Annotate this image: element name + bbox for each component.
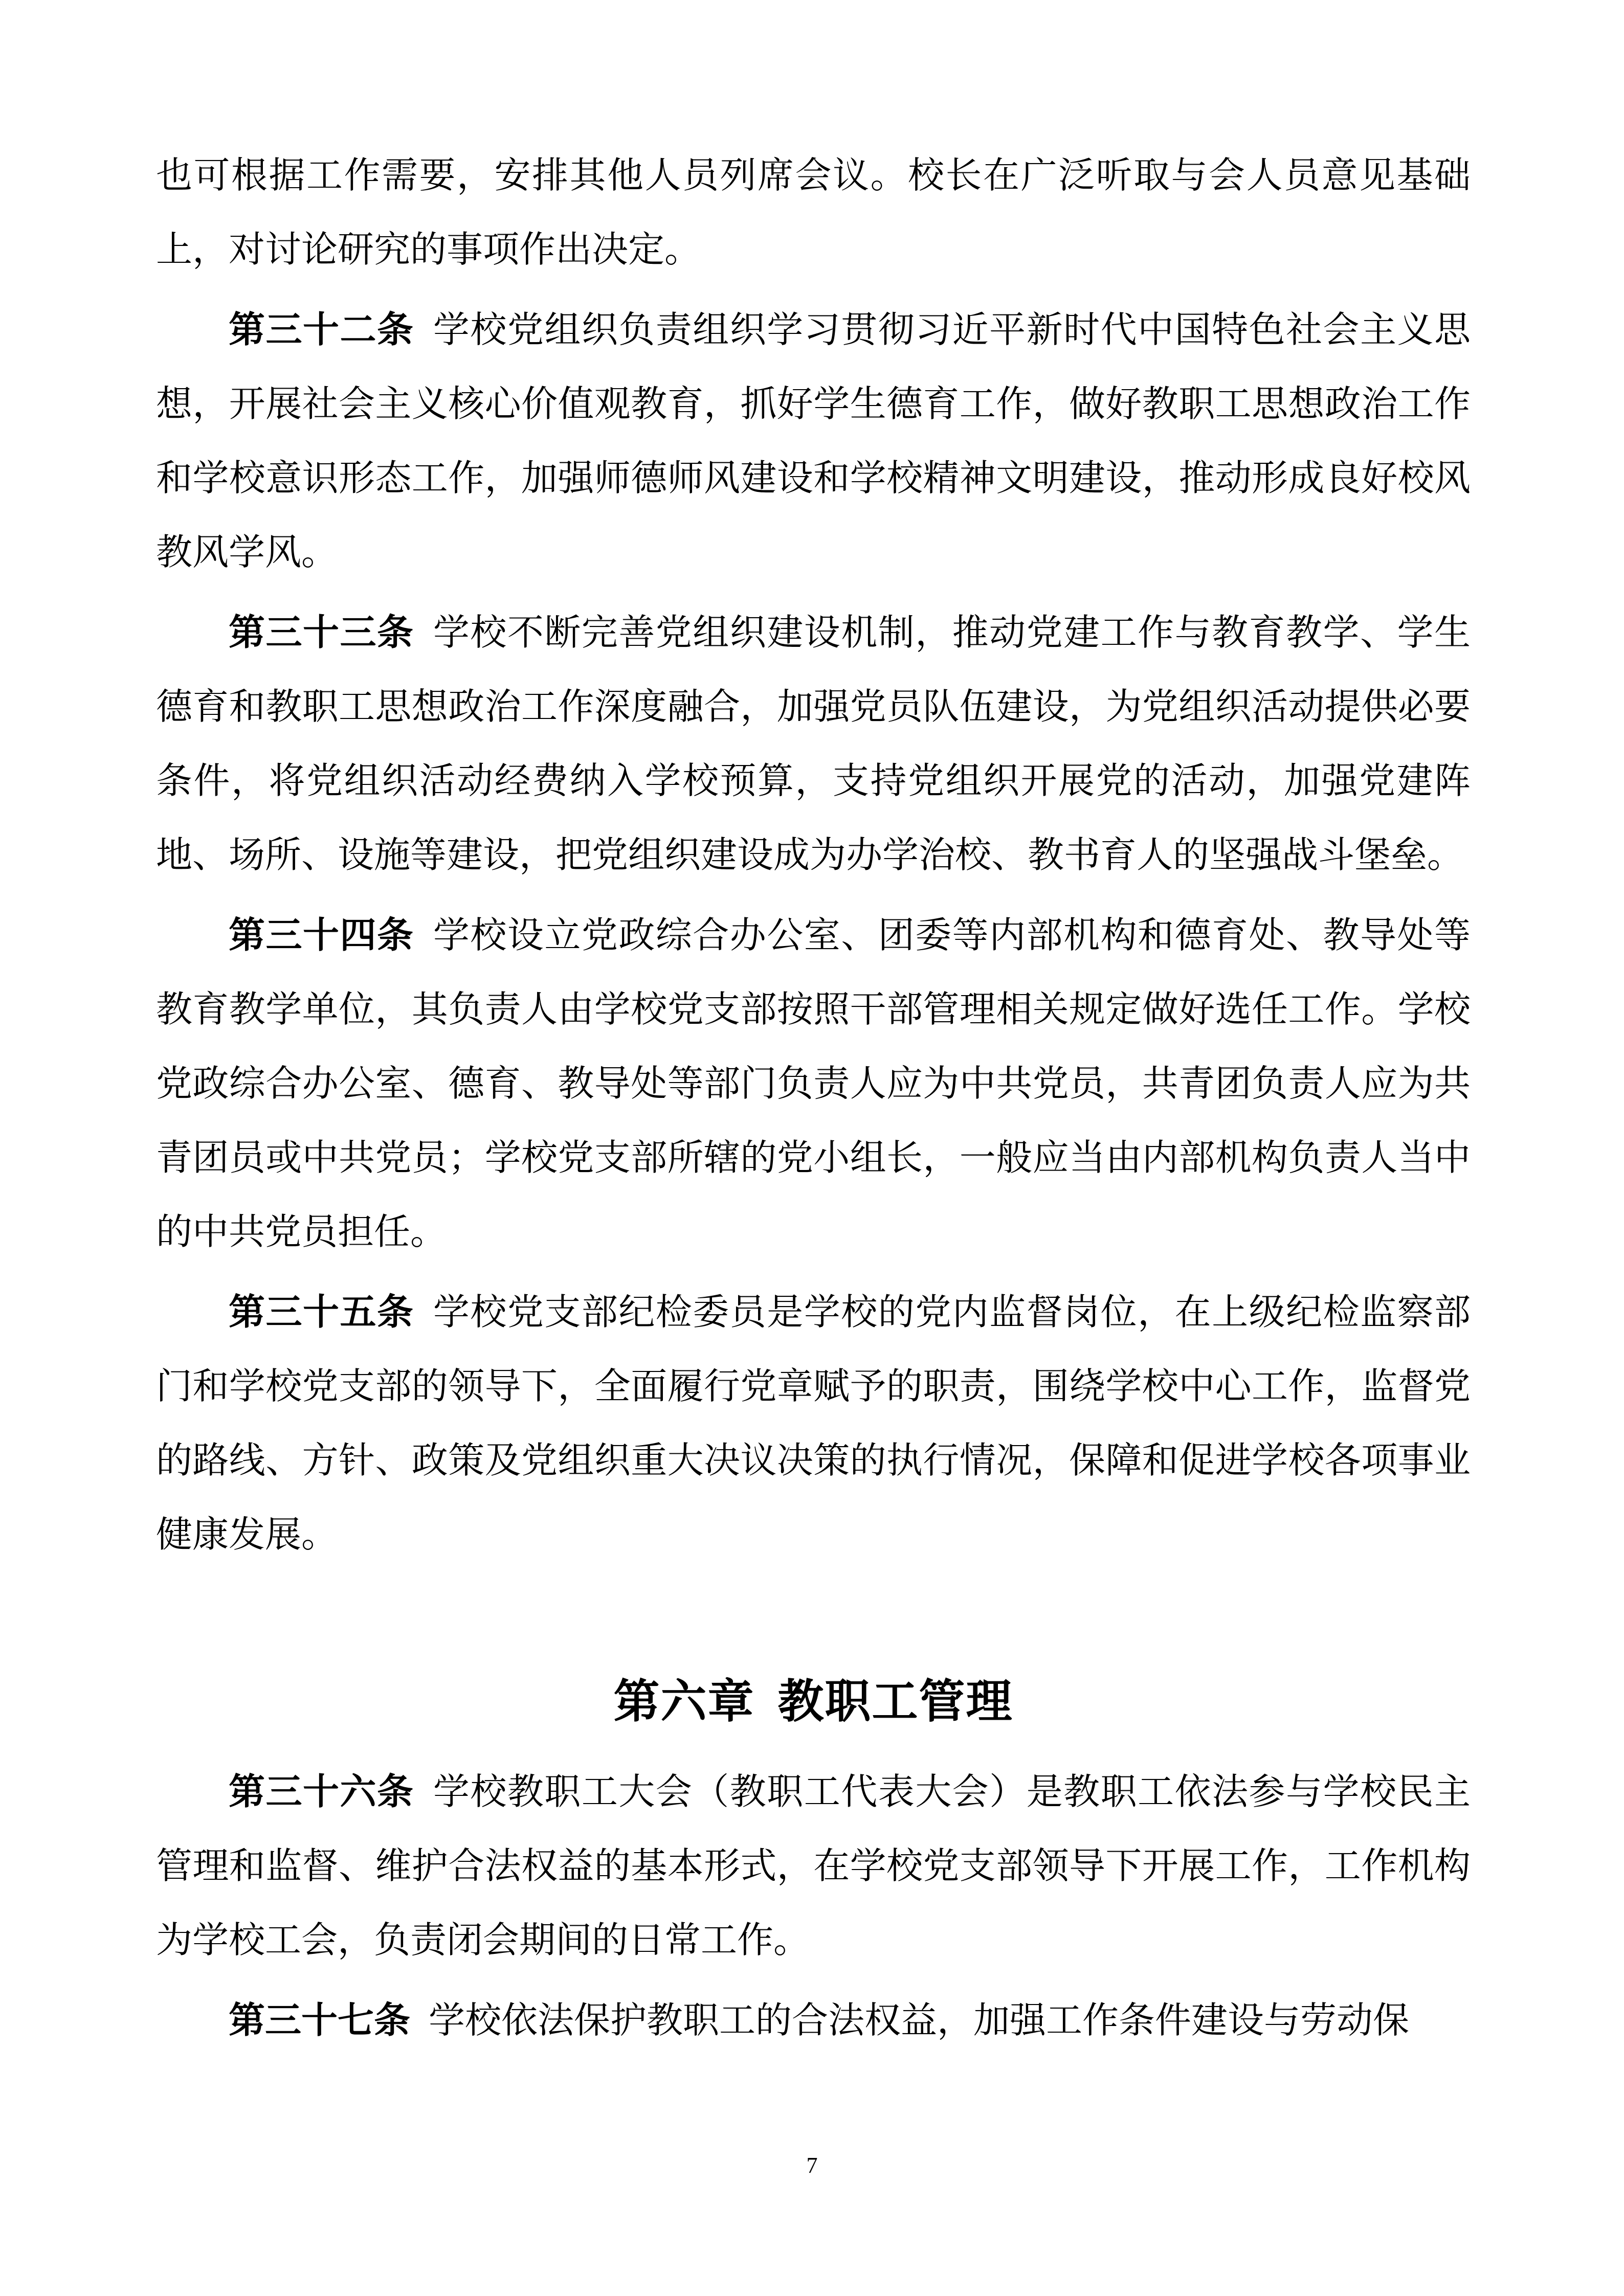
article-text: 学校依法保护教职工的合法权益，加强工作条件建设与劳动保 bbox=[429, 1999, 1410, 2041]
page-content bbox=[156, 138, 1471, 2057]
page-number: 7 bbox=[806, 2153, 818, 2178]
article-text: 学校设立党政综合办公室、团委等内部机构和德育处、教导处等教育教学单位，其负责人由学校党支部按照干部管理相关规定做好选任工作。学校党政综合办公室、德育、教导处等部门负责人应为中共党员，共青团负责人应为共青团员或中共党员；学校党支部所辖的党小组长，一般应当由内部机构负责人当中的中共党员担任。 bbox=[156, 914, 1471, 1253]
article-35 bbox=[156, 1275, 1471, 1571]
article-36 bbox=[156, 1754, 1471, 1977]
article-text: 学校教职工大会（教职工代表大会）是教职工依法参与学校民主管理和监督、维护合法权益的基本形式，在学校党支部领导下开展工作，工作机构为学校工会，负责闭会期间的日常工作。 bbox=[156, 1770, 1471, 1961]
article-text: 学校党支部纪检委员是学校的党内监督岗位，在上级纪检监察部门和学校党支部的领导下，全面履行党章赋予的职责，围绕学校中心工作，监督党的路线、方针、政策及党组织重大决议决策的执行情况，保障和促进学校各项事业健康发展。 bbox=[156, 1291, 1471, 1556]
article-label: 第三十五条 bbox=[229, 1291, 414, 1333]
article-label: 第三十二条 bbox=[229, 308, 414, 351]
chapter-heading bbox=[156, 1658, 1471, 1745]
article-32 bbox=[156, 292, 1471, 589]
article-label: 第三十三条 bbox=[229, 611, 414, 654]
article-label: 第三十四条 bbox=[229, 914, 414, 956]
chapter-number: 第六章 bbox=[613, 1675, 755, 1728]
article-37 bbox=[156, 1983, 1471, 2057]
continuation-paragraph: 也可根据工作需要，安排其他人员列席会议。校长在广泛听取与会人员意见基础上，对讨论研究的事项作出决定。 bbox=[156, 154, 1471, 271]
article-label: 第三十六条 bbox=[229, 1770, 414, 1813]
article-34 bbox=[156, 898, 1471, 1269]
chapter-title: 教职工管理 bbox=[777, 1675, 1013, 1728]
article-text: 学校不断完善党组织建设机制，推动党建工作与教育教学、学生德育和教职工思想政治工作深度融合，加强党员队伍建设，为党组织活动提供必要条件，将党组织活动经费纳入学校预算，支持党组织开展党的活动，加强党建阵地、场所、设施等建设，把党组织建设成为办学治校、教书育人的坚强战斗堡垒。 bbox=[156, 611, 1471, 876]
article-label: 第三十七条 bbox=[229, 1999, 411, 2041]
article-text: 学校党组织负责组织学习贯彻习近平新时代中国特色社会主义思想，开展社会主义核心价值观教育，抓好学生德育工作，做好教职工思想政治工作和学校意识形态工作，加强师德师风建设和学校精神文明建设，推动形成良好校风教风学风。 bbox=[156, 308, 1471, 573]
article-33 bbox=[156, 595, 1471, 892]
